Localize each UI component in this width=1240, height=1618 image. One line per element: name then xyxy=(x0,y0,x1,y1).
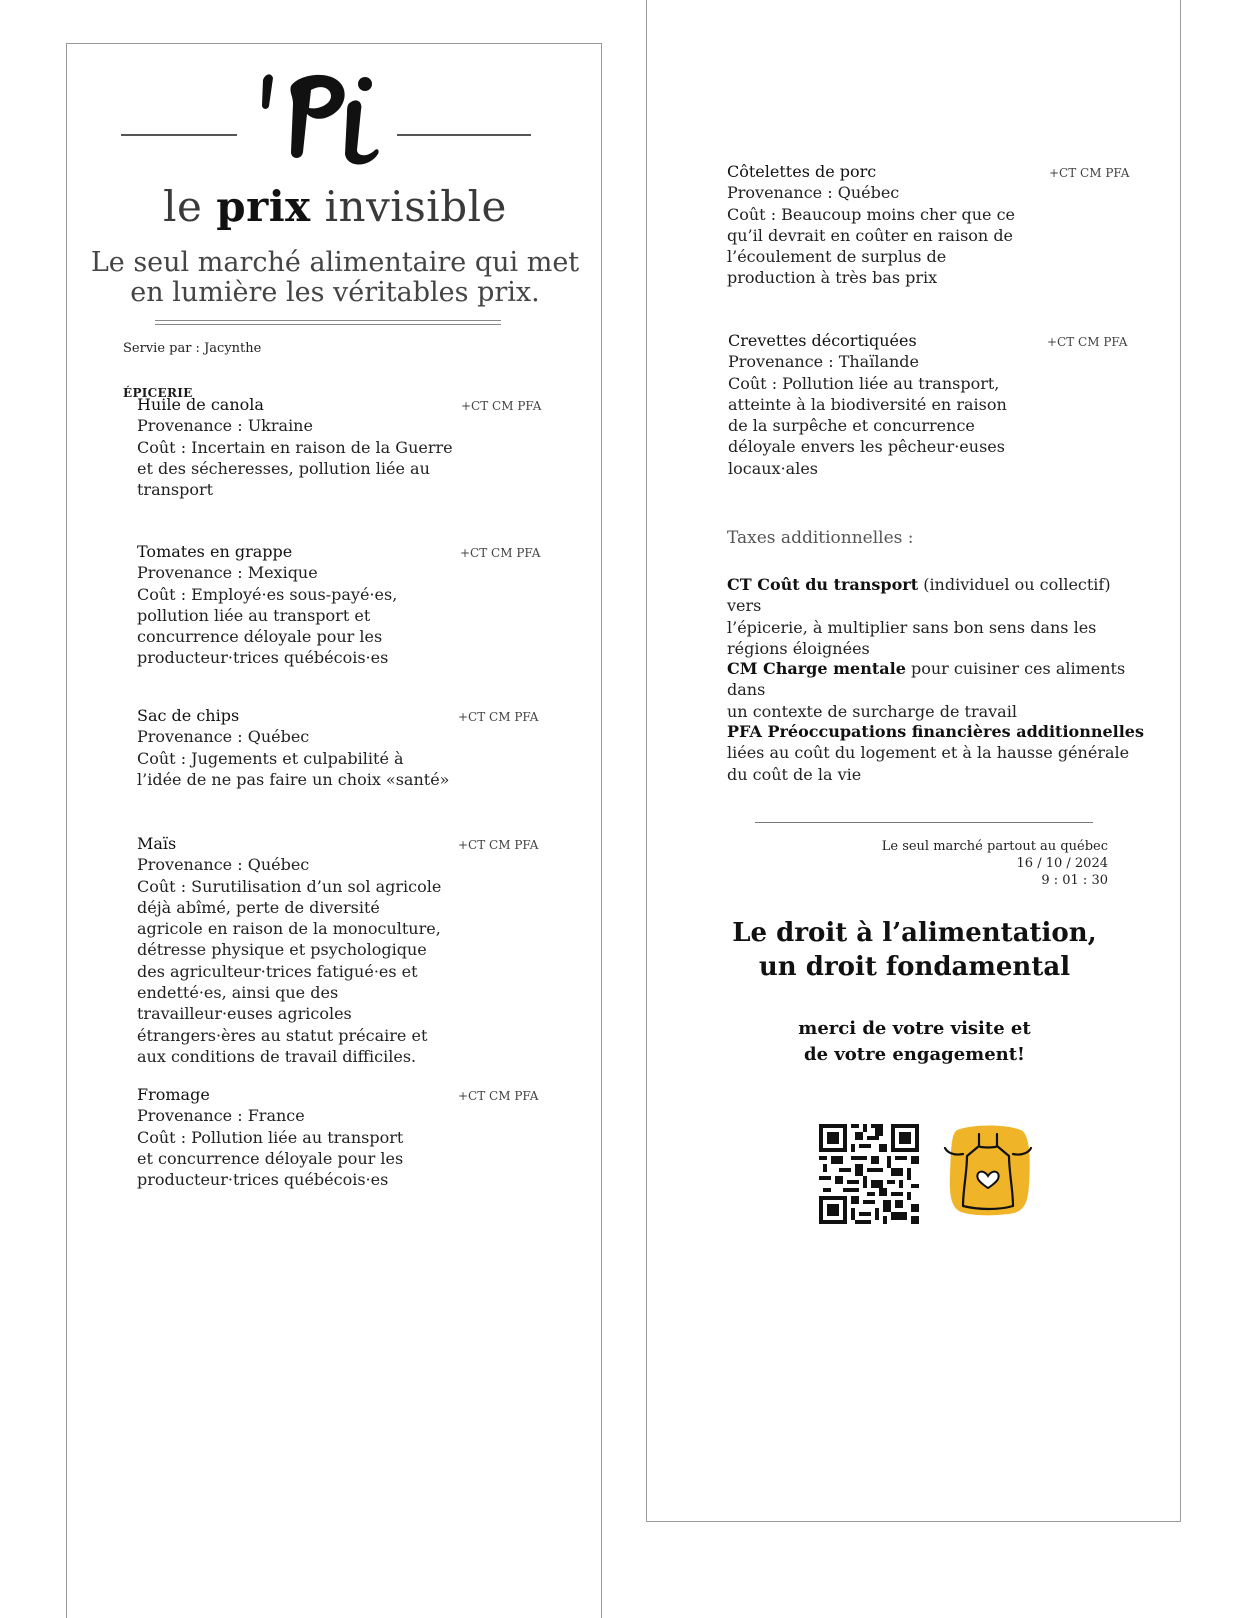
item-cost: pollution liée au transport et xyxy=(137,605,371,625)
receipt-date: 16 / 10 / 2024 xyxy=(1016,856,1108,871)
item-origin: Provenance : Québec xyxy=(727,183,900,203)
item-cost: Coût : Pollution liée au transport, xyxy=(728,373,1000,393)
receipt-item xyxy=(137,833,539,1067)
section-label: ÉPICERIE xyxy=(123,386,193,400)
item-cost: déjà abîmé, perte de diversité xyxy=(137,897,380,917)
receipt-left-panel xyxy=(66,43,602,1618)
item-name: Maïs xyxy=(137,834,177,853)
item-taxes: +CT CM PFA xyxy=(458,838,539,852)
item-cost: transport xyxy=(137,480,214,500)
receipt-item xyxy=(137,705,539,790)
item-name: Crevettes décortiquées xyxy=(728,331,917,350)
item-cost: Coût : Employé·es sous-payé·es, xyxy=(137,584,398,604)
receipt-right-panel xyxy=(646,0,1181,1522)
logo-rule-right xyxy=(397,134,531,136)
tax-pfa-description: PFA Préoccupations financières additionnelles liées au coût du logement et à la hausse générale du coût de la vie xyxy=(727,722,1144,784)
brand-tagline: Le seul marché alimentaire qui met en lumière les véritables prix. xyxy=(90,247,580,308)
item-name: Tomates en grappe xyxy=(137,542,293,561)
item-cost: de la surpêche et concurrence xyxy=(728,416,975,436)
item-cost: Coût : Incertain en raison de la Guerre xyxy=(137,437,453,457)
item-cost: l’idée de ne pas faire un choix «santé» xyxy=(137,769,450,789)
footer-rule xyxy=(755,822,1093,823)
item-cost: déloyale envers les pêcheur·euses xyxy=(728,437,1005,457)
item-taxes: +CT CM PFA xyxy=(461,399,542,413)
item-name: Côtelettes de porc xyxy=(727,162,877,181)
receipt-meta xyxy=(882,838,1108,889)
item-cost: atteinte à la biodiversité en raison xyxy=(728,394,1007,414)
taxes-title: Taxes additionnelles : xyxy=(727,528,914,548)
tagline-rule xyxy=(155,320,501,325)
item-name: Fromage xyxy=(137,1085,210,1104)
item-cost: des agriculteur·trices fatigué·es et xyxy=(137,961,418,981)
item-cost: endetté·es, ainsi que des xyxy=(137,983,339,1003)
thanks-message: merci de votre visite et de votre engagement! xyxy=(798,1018,1031,1065)
item-origin: Provenance : France xyxy=(137,1106,305,1126)
item-cost: agricole en raison de la monoculture, xyxy=(137,919,441,939)
item-cost: l’écoulement de surplus de xyxy=(727,247,947,267)
item-cost: Coût : Pollution liée au transport xyxy=(137,1127,404,1147)
brand-name: le prix invisible xyxy=(163,182,507,231)
item-origin: Provenance : Mexique xyxy=(137,563,318,583)
item-cost: détresse physique et psychologique xyxy=(137,940,427,960)
item-cost: Coût : Surutilisation d’un sol agricole xyxy=(137,876,442,896)
item-cost: étrangers·ères au statut précaire et xyxy=(137,1025,428,1045)
item-taxes: +CT CM PFA xyxy=(460,546,541,560)
tax-cm-description: CM Charge mentale pour cuisiner ces aliments dans un contexte de surcharge de travail xyxy=(727,659,1126,721)
item-cost: travailleur·euses agricoles xyxy=(137,1004,352,1024)
slogan: Le droit à l’alimentation, un droit fondamental xyxy=(732,918,1097,982)
store-name: Le seul marché partout au québec xyxy=(881,839,1108,854)
item-taxes: +CT CM PFA xyxy=(458,1089,539,1103)
item-cost: et concurrence déloyale pour les xyxy=(137,1148,404,1168)
item-origin: Provenance : Québec xyxy=(137,727,310,747)
item-origin: Provenance : Ukraine xyxy=(137,416,313,436)
receipt-item xyxy=(728,330,1128,479)
item-taxes: +CT CM PFA xyxy=(1047,335,1128,349)
item-cost: Coût : Jugements et culpabilité à xyxy=(137,748,404,768)
item-cost: production à très bas prix xyxy=(727,268,938,288)
item-taxes: +CT CM PFA xyxy=(1049,166,1130,180)
item-cost: concurrence déloyale pour les xyxy=(137,627,383,647)
item-name: Sac de chips xyxy=(137,706,240,725)
item-name: Huile de canola xyxy=(137,395,264,414)
apron-icon xyxy=(943,1124,1033,1218)
qr-code[interactable] xyxy=(819,1124,919,1224)
item-cost: locaux·ales xyxy=(728,458,818,478)
receipt-item xyxy=(137,541,541,669)
brand-logo xyxy=(253,58,393,178)
logo-rule-left xyxy=(121,134,237,136)
item-cost: qu’il devrait en coûter en raison de xyxy=(727,225,1014,245)
item-cost: producteur·trices québécois·es xyxy=(137,1170,389,1190)
tax-ct-description: CT Coût du transport (individuel ou collectif) vers l’épicerie, à multiplier sans bon sens dans les régions éloignées xyxy=(727,575,1111,658)
item-taxes: +CT CM PFA xyxy=(458,710,539,724)
item-origin: Provenance : Québec xyxy=(137,855,310,875)
receipt-item xyxy=(137,1084,539,1190)
item-cost: producteur·trices québécois·es xyxy=(137,648,389,668)
item-cost: aux conditions de travail difficiles. xyxy=(137,1046,417,1066)
receipt-item xyxy=(727,161,1130,289)
item-cost: Coût : Beaucoup moins cher que ce xyxy=(727,204,1015,224)
receipt-time: 9 : 01 : 30 xyxy=(1041,873,1108,888)
item-origin: Provenance : Thaïlande xyxy=(728,352,919,372)
receipt-item xyxy=(137,394,542,500)
item-cost: et des sécheresses, pollution liée au xyxy=(137,458,430,478)
served-by: Servie par : Jacynthe xyxy=(123,341,262,356)
